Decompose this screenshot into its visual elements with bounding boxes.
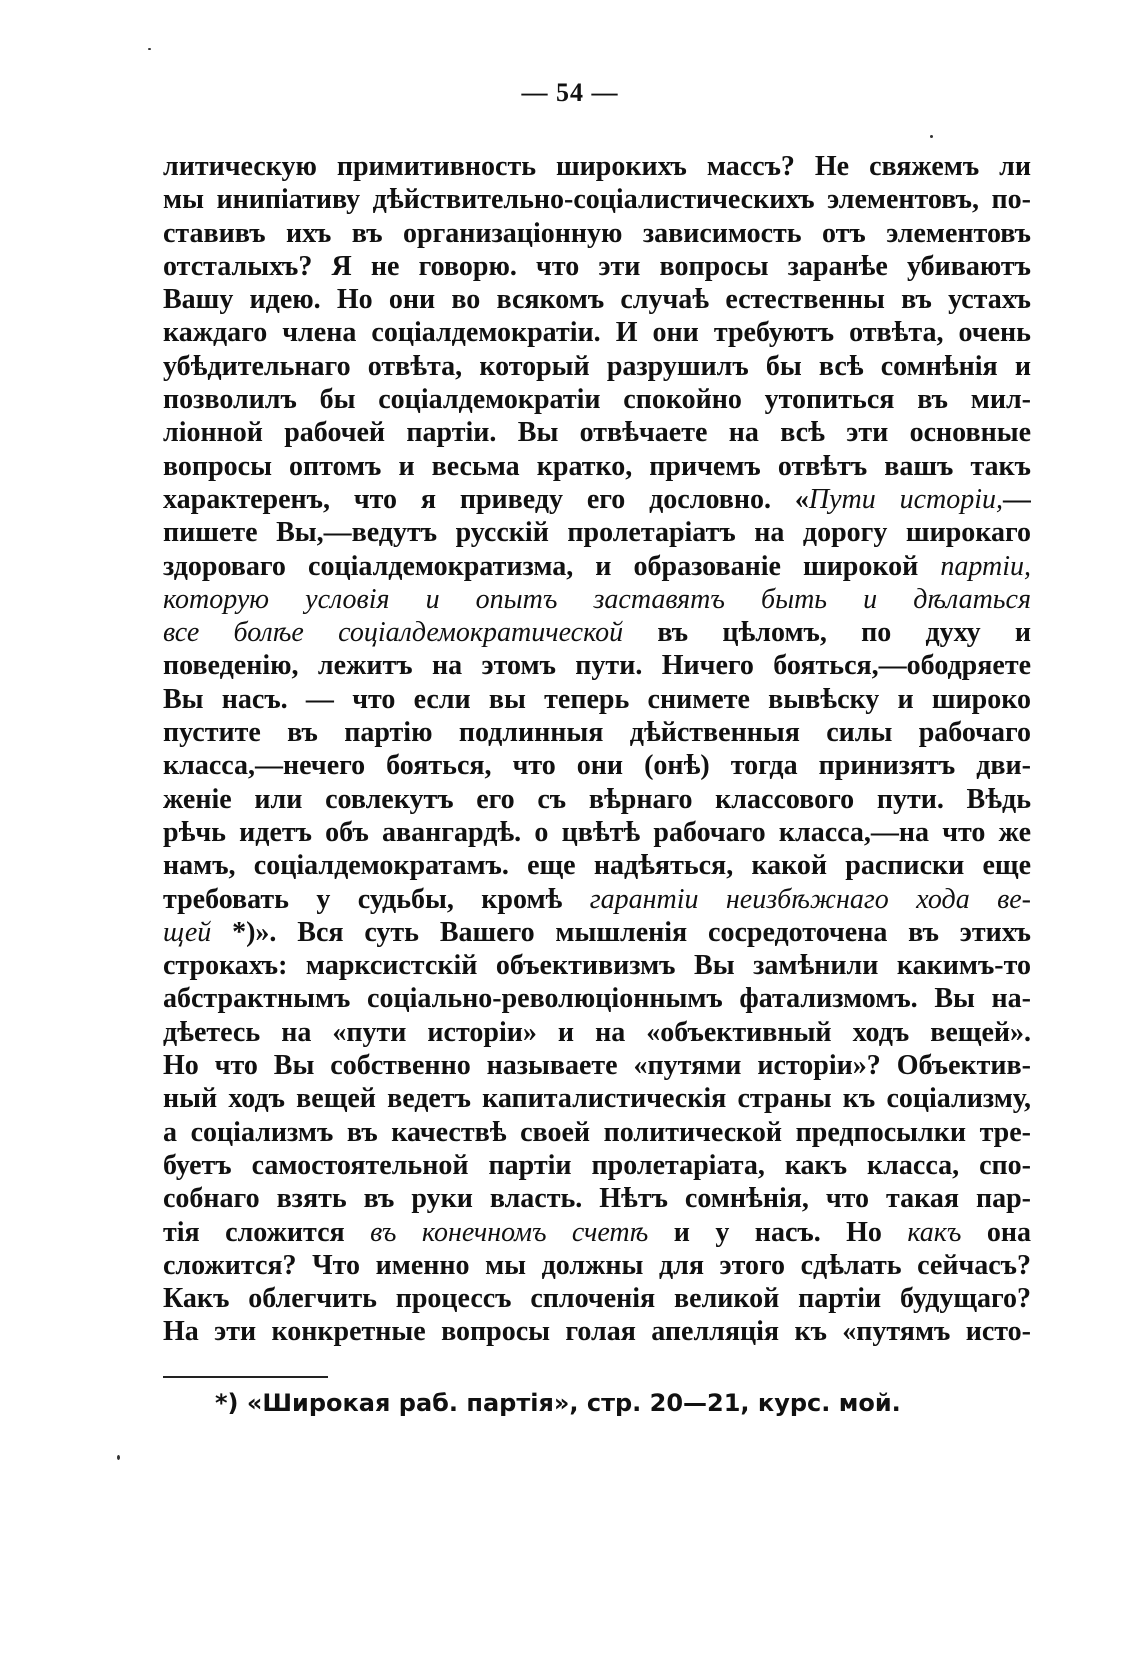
text-line bbox=[163, 1282, 1031, 1315]
text-line bbox=[163, 383, 1031, 416]
text-line bbox=[163, 649, 1031, 682]
text-line bbox=[163, 483, 1031, 516]
text-span: Какъ облегчить процессъ сплоченія великой партіи будущаго? bbox=[163, 1283, 1031, 1315]
text-line bbox=[163, 816, 1031, 849]
italic-span: щей bbox=[163, 916, 212, 948]
text-line bbox=[163, 316, 1031, 349]
text-line bbox=[163, 350, 1031, 383]
text-line bbox=[163, 916, 1031, 949]
italic-span: Пути исторіи, bbox=[808, 483, 1003, 515]
text-span: Вы насъ. — что если вы теперь снимете вывѣску и широко bbox=[163, 683, 1031, 715]
text-line bbox=[163, 1149, 1031, 1182]
text-span: отсталыхъ? Я не говорю. что эти вопросы заранѣе убиваютъ bbox=[163, 250, 1031, 282]
text-span: — bbox=[1003, 483, 1031, 515]
text-span: поведенію, лежитъ на этомъ пути. Ничего бояться,—ободряете bbox=[163, 650, 1031, 682]
text-span: а соціализмъ въ качествѣ своей политической предпосылки тре- bbox=[163, 1116, 1031, 1148]
text-line bbox=[163, 250, 1031, 283]
footnote: *) «Широкая раб. партія», стр. 20—21, курс. мой. bbox=[215, 1389, 901, 1417]
text-line bbox=[163, 616, 1031, 649]
text-line bbox=[163, 783, 1031, 816]
text-span: буетъ самостоятельной партіи пролетаріата, какъ класса, спо- bbox=[163, 1149, 1031, 1181]
text-line bbox=[163, 1016, 1031, 1049]
text-line bbox=[163, 982, 1031, 1015]
text-span: сложится? Что именно мы должны для этого сдѣлать сейчасъ? bbox=[163, 1249, 1031, 1281]
text-line bbox=[163, 450, 1031, 483]
text-span: На эти конкретные вопросы голая апелляція къ «путямъ исто- bbox=[163, 1316, 1031, 1348]
text-span: Но что Вы собственно называете «путями исторіи»? Объектив- bbox=[163, 1050, 1031, 1082]
text-span: женіе или совлекутъ его съ вѣрнаго классового пути. Вѣдь bbox=[163, 783, 1031, 815]
text-span: собнаго взять въ руки власть. Нѣтъ сомнѣнія, что такая пар- bbox=[163, 1183, 1031, 1215]
text-line bbox=[163, 1216, 1031, 1249]
text-line bbox=[163, 849, 1031, 882]
text-line bbox=[163, 1116, 1031, 1149]
text-line bbox=[163, 183, 1031, 216]
print-speck bbox=[117, 1455, 120, 1460]
text-span: литическую примитивность широкихъ массъ? Не свяжемъ ли bbox=[163, 151, 1031, 182]
text-line bbox=[163, 716, 1031, 749]
text-span: Вашу идею. Но они во всякомъ случаѣ естественны въ устахъ bbox=[163, 284, 1031, 316]
text-line bbox=[163, 583, 1031, 616]
text-span: въ цѣломъ, по духу и bbox=[623, 617, 1031, 649]
text-line bbox=[163, 217, 1031, 250]
italic-span: гарантіи неизбѣжнаго хода ве- bbox=[589, 883, 1031, 915]
text-line bbox=[163, 416, 1031, 449]
text-span: намъ, соціалдемократамъ. еще надѣяться, какой расписки еще bbox=[163, 850, 1031, 882]
italic-span: въ конечномъ счетѣ bbox=[370, 1216, 649, 1248]
footnote-separator bbox=[163, 1376, 328, 1378]
italic-span: партіи, bbox=[940, 550, 1031, 582]
print-speck bbox=[930, 135, 933, 138]
text-span: мы инипіативу дѣйствительно-соціалистическихъ элементовъ, по- bbox=[163, 184, 1031, 216]
text-line bbox=[163, 1082, 1031, 1115]
text-span: пустите въ партію подлинныя дѣйственныя силы рабочаго bbox=[163, 717, 1031, 749]
print-speck bbox=[148, 48, 151, 50]
text-span: требовать у судьбы, кромѣ bbox=[163, 883, 590, 915]
italic-span: все болѣе соціалдемократической bbox=[163, 617, 624, 649]
text-span: рѣчь идетъ объ авангардѣ. о цвѣтѣ рабочаго класса,—на что же bbox=[163, 816, 1031, 848]
text-span: пишете Вы,—ведутъ русскій пролетаріатъ на дорогу широкаго bbox=[163, 517, 1031, 549]
text-span: *)». Вся суть Вашего мышленія сосредоточена въ этихъ bbox=[211, 916, 1031, 948]
text-line bbox=[163, 749, 1031, 782]
text-span: строкахъ: марксистскій объективизмъ Вы замѣнили какимъ-то bbox=[163, 950, 1031, 982]
text-span: ный ходъ вещей ведетъ капиталистическія страны къ соціализму, bbox=[163, 1083, 1031, 1115]
text-span: характеренъ, что я приведу его дословно. « bbox=[163, 483, 809, 515]
body-text bbox=[163, 150, 1031, 1349]
text-line bbox=[163, 1315, 1031, 1348]
text-line bbox=[163, 1249, 1031, 1282]
text-span: ставивъ ихъ въ организаціонную зависимость отъ элементовъ bbox=[163, 217, 1031, 249]
text-line bbox=[163, 1182, 1031, 1215]
text-span: вопросы оптомъ и весьма кратко, причемъ отвѣтъ вашъ такъ bbox=[163, 450, 1031, 482]
text-line bbox=[163, 883, 1031, 916]
text-line bbox=[163, 516, 1031, 549]
text-line bbox=[163, 683, 1031, 716]
text-span: класса,—нечего бояться, что они (онѣ) тогда принизятъ дви- bbox=[163, 750, 1031, 782]
text-line bbox=[163, 283, 1031, 316]
text-span: абстрактнымъ соціально-революціоннымъ фатализмомъ. Вы на- bbox=[163, 983, 1031, 1015]
text-span: ліонной рабочей партіи. Вы отвѣчаете на всѣ эти основные bbox=[163, 417, 1031, 449]
text-span: убѣдительнаго отвѣта, который разрушилъ бы всѣ сомнѣнія и bbox=[163, 350, 1031, 382]
text-span: каждаго члена соціалдемократіи. И они требуютъ отвѣта, очень bbox=[163, 317, 1031, 349]
text-line bbox=[163, 1049, 1031, 1082]
text-span: здороваго соціалдемократизма, и образованіе широкой bbox=[163, 550, 941, 582]
page-number: — 54 — bbox=[521, 78, 619, 107]
text-line bbox=[163, 550, 1031, 583]
text-span: и у насъ. Но bbox=[648, 1216, 908, 1248]
text-span: тія сложится bbox=[163, 1216, 371, 1248]
italic-span: какъ bbox=[907, 1216, 962, 1248]
text-span: дѣетесь на «пути исторіи» и на «объективный ходъ вещей». bbox=[163, 1016, 1031, 1048]
text-span: позволилъ бы соціалдемократіи спокойно утопиться въ мил- bbox=[163, 384, 1031, 416]
italic-span: которую условія и опытъ заставятъ быть и дѣлаться bbox=[163, 583, 1031, 615]
text-line bbox=[163, 949, 1031, 982]
text-span: она bbox=[961, 1216, 1031, 1248]
text-line bbox=[163, 150, 1031, 183]
